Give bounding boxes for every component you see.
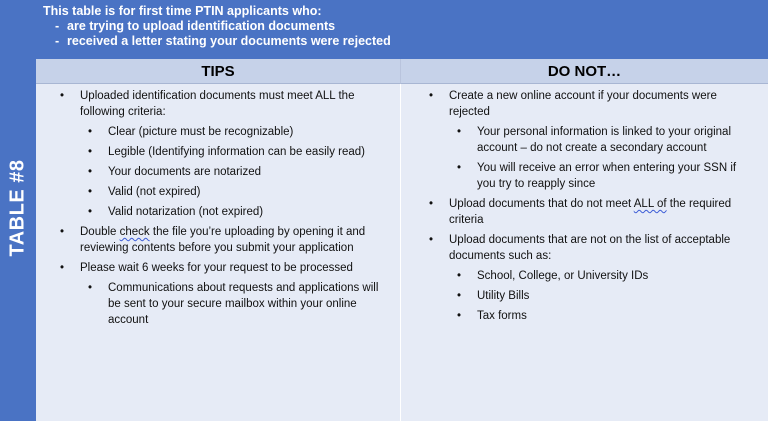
side-bar xyxy=(0,0,36,421)
header-bullet xyxy=(43,19,768,34)
list-item: • Upload documents that do not meet ALL of the required criteria xyxy=(425,196,754,228)
spellcheck-marked-word: ALL of xyxy=(633,198,667,210)
table-header xyxy=(36,0,768,59)
sub-list-item: • Legible (Identifying information can be easily read) xyxy=(56,144,390,160)
sub-list-item: • Your documents are notarized xyxy=(56,164,390,180)
header-bullet-text: received a letter stating your documents were rejected xyxy=(67,34,391,48)
sub-list-item: • Your personal information is linked to your original account – do not create a secondary account xyxy=(425,124,754,156)
tips-column-header: TIPS xyxy=(36,59,401,84)
sub-list-item: • Valid (not expired) xyxy=(56,184,390,200)
list-item: • Please wait 6 weeks for your request to be processed xyxy=(56,260,390,276)
list-item: • Double check the file you’re uploading by opening it and reviewing contents before you submit your application xyxy=(56,224,390,256)
sub-list-item: • Communications about requests and applications will be sent to your secure mailbox within your online account xyxy=(56,280,390,328)
sub-list-item: • Tax forms xyxy=(425,308,754,324)
list-item: • Uploaded identification documents must meet ALL the following criteria: xyxy=(56,88,390,120)
donot-column-header: DO NOT… xyxy=(401,59,768,84)
sub-list-item: • You will receive an error when entering your SSN if you try to reapply since xyxy=(425,160,754,192)
dash-marker: - xyxy=(55,34,60,48)
table-number-label: TABLE #8 xyxy=(6,159,29,257)
header-bullet xyxy=(43,34,768,49)
sub-list-item: • Utility Bills xyxy=(425,288,754,304)
list-item: • Upload documents that are not on the list of acceptable documents such as: xyxy=(425,232,754,264)
dash-marker: - xyxy=(55,19,60,33)
donot-list xyxy=(425,88,754,324)
sub-list-item: • School, College, or University IDs xyxy=(425,268,754,284)
sub-list-item: • Clear (picture must be recognizable) xyxy=(56,124,390,140)
sub-list-item: • Valid notarization (not expired) xyxy=(56,204,390,220)
header-bullet-text: are trying to upload identification documents xyxy=(67,19,336,33)
tips-list xyxy=(56,88,390,328)
list-item: • Create a new online account if your documents were rejected xyxy=(425,88,754,120)
tips-column xyxy=(36,84,401,421)
spellcheck-marked-word: check xyxy=(119,226,150,238)
header-intro: This table is for first time PTIN applicants who: xyxy=(43,4,322,18)
donot-column xyxy=(401,84,768,421)
